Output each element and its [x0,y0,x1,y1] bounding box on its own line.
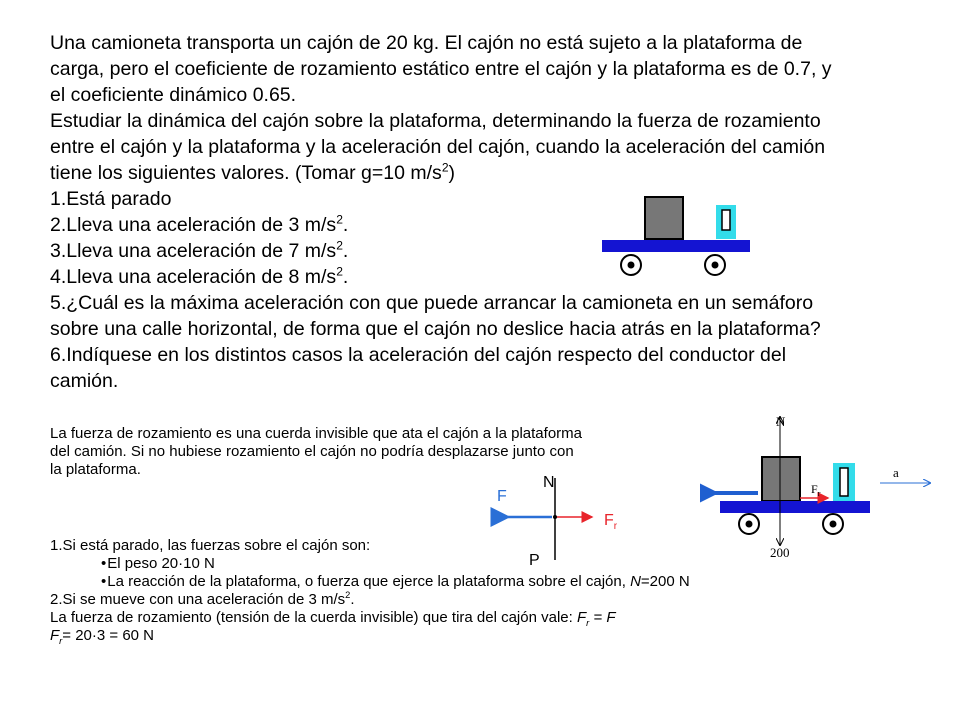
wheel-right [705,255,725,275]
solution-2-title-text: 2.Si se mueve con una aceleración de 3 m/s [50,591,346,608]
item-3-exp: 2 [336,238,343,253]
force-F-label: F [497,488,507,505]
item-6-line-2: camión. [50,370,119,392]
solution-2-calc [50,627,690,645]
solution-text [50,537,690,645]
solution-1-bullet-2-text: La reacción de la plataforma, o fuerza que ejerce la plataforma sobre el cajón, [107,573,631,590]
cargo-box [645,197,683,239]
solution-2-line [50,609,690,627]
acceleration-label: a [893,465,899,480]
item-5-line-1: 5.¿Cuál es la máxima aceleración con que puede arrancar la camioneta en un semáforo [50,292,814,314]
truck-platform [602,240,750,252]
friction-label-2 [811,482,821,498]
solution-2-calc-F: F [50,627,60,644]
friction-label-sub: r [613,521,618,533]
solution-2-calc-result: = 20·3 = 60 N [62,627,155,644]
explanation-line-1: La fuerza de rozamiento es una cuerda invisible que ata el cajón a la plataforma [50,425,582,442]
solution-1-bullet-2-var: N [630,573,641,590]
box-center-dot [553,515,557,519]
item-4-text: 4.Lleva una aceleración de 8 m/s [50,266,337,288]
friction-label-2-main: F [811,482,818,496]
task-line-3-close: ) [448,162,456,184]
item-2-text: 2.Lleva una aceleración de 3 m/s [50,214,337,236]
solution-2-line-eq: = F [589,609,616,626]
item-4-exp: 2 [336,264,343,279]
item-5-line-2: sobre una calle horizontal, de forma que el cajón no deslice hacia atrás en la plataforma? [50,318,821,340]
solution-2-title-period: . [350,591,355,608]
wheel-left-2 [739,514,759,534]
explanation-line-2: del camión. Si no hubiese rozamiento el cajón no podría desplazarse junto con [50,443,574,460]
cab-window [722,210,730,230]
friction-label [604,512,618,533]
friction-label-2-sub: r [817,489,821,498]
solution-1-title: 1.Si está parado, las fuerzas sobre el cajón son: [50,537,371,554]
task-line-1: Estudiar la dinámica del cajón sobre la plataforma, determinando la fuerza de rozamiento [50,110,821,132]
task-line-3-text: tiene los siguientes valores. (Tomar g=10 m/s [50,162,442,184]
item-2-period: . [342,214,349,236]
task-line-3 [50,160,832,186]
cab-window-2 [840,468,848,496]
truck-platform-2 [720,501,870,513]
item-2-exp: 2 [336,212,343,227]
item-3-text: 3.Lleva una aceleración de 7 m/s [50,240,337,262]
solution-1-bullet-1 [50,555,690,573]
solution-1-bullet-1-text: El peso 20·10 N [107,555,215,572]
wheel-left [621,255,641,275]
friction-label-main: F [604,512,614,529]
solution-2-line-text: La fuerza de rozamiento (tensión de la cuerda invisible) que tira del cajón vale: [50,609,577,626]
solution-2-calc-sub: r [59,636,63,646]
solution-2-line-F: F [576,609,587,626]
task-line-2: entre el cajón y la plataforma y la aceleración del cajón, cuando la aceleración del camión [50,136,826,158]
intro-line-2: carga, pero el coeficiente de rozamiento estático entre el cajón y la plataforma es de 0.7, y [50,58,832,80]
intro-line-1: Una camioneta transporta un cajón de 20 kg. El cajón no está sujeto a la plataforma de [50,32,803,54]
intro-line-3: el coeficiente dinámico 0.65. [50,84,297,106]
truck-diagram-2 [700,405,940,565]
force-P-label: P [529,552,540,569]
task-line-3-exp: 2 [441,160,449,175]
truck-diagram-1 [595,190,760,280]
normal-label-2: N [776,414,786,429]
item-4-period: . [342,266,349,288]
solution-2-title [50,591,690,609]
item-6-line-1: 6.Indíquese en los distintos casos la aceleración del cajón respecto del conductor del [50,344,787,366]
solution-2-line-sub: r [586,618,590,628]
item-1: 1.Está parado [50,188,172,210]
solution-2-title-exp: 2 [345,590,351,600]
weight-label: 200 [770,545,790,560]
cargo-box-2 [762,457,800,501]
force-N-label: N [543,474,555,491]
solution-1-bullet-2-value: =200 N [640,573,690,590]
explanation-line-3: la plataforma. [50,461,141,478]
item-3-period: . [342,240,349,262]
wheel-right-2 [823,514,843,534]
solution-1-bullet-2 [50,573,690,591]
